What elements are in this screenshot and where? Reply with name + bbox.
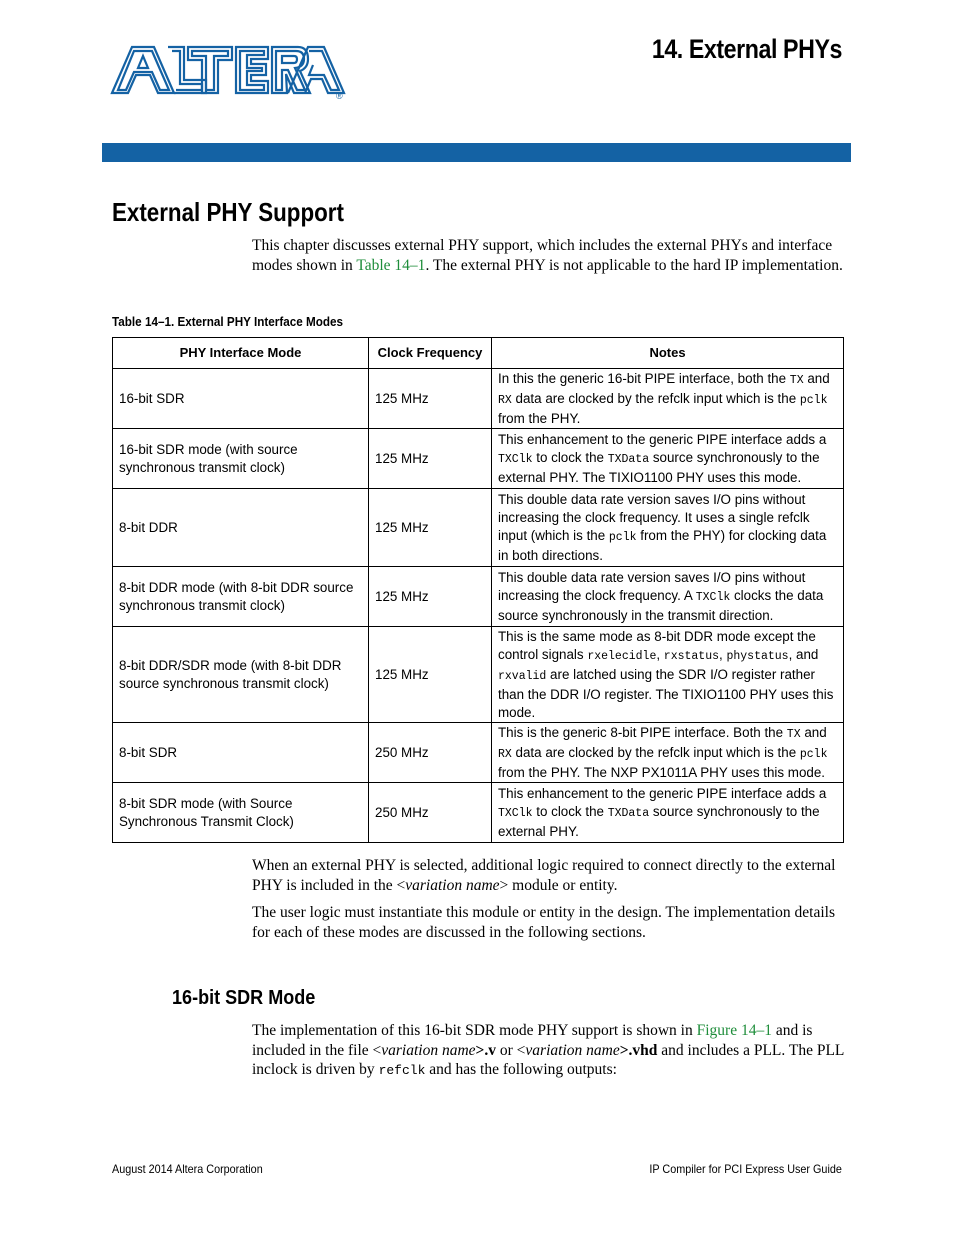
notes-cell xyxy=(492,723,844,783)
notes-cell xyxy=(492,783,844,843)
note-text: source synchronously to the external PHY. xyxy=(498,803,820,839)
note-text: and xyxy=(803,370,830,386)
code-text: rxvalid xyxy=(498,669,547,683)
code-text: TX xyxy=(786,727,801,741)
code-text: TXClk xyxy=(498,452,533,466)
note-text: from the PHY) for clocking data in both directions. xyxy=(498,527,827,563)
note-text: and xyxy=(800,724,827,740)
table-row xyxy=(113,627,844,723)
table-header-row xyxy=(113,338,844,369)
table-row xyxy=(113,369,844,429)
note-text: to clock the xyxy=(532,803,608,819)
table-row xyxy=(113,783,844,843)
frequency-cell: 250 MHz xyxy=(369,723,492,783)
frequency-cell: 125 MHz xyxy=(369,369,492,429)
note-text: from the PHY. xyxy=(498,410,581,426)
table-link[interactable]: Table 14–1 xyxy=(356,256,426,274)
implementation-paragraph: The implementation of this 16-bit SDR mode PHY support is shown in Figure 14–1 and is included in the file <variation name>.v or <variation name>.vhd and includes a PLL. The PLL inclock is driven by refclk and has the following outputs: xyxy=(252,1022,844,1078)
note-text: from the PHY. The NXP PX1011A PHY uses this mode. xyxy=(498,764,826,780)
note-text: are latched using the SDR I/O register rather than the DDR I/O register. The TIXIO1100 PHY uses this mode. xyxy=(498,666,834,720)
altera-logo xyxy=(110,43,350,101)
note-text: clocks the data source synchronously in the transmit direction. xyxy=(498,587,824,623)
footer-left: August 2014 Altera Corporation xyxy=(112,1162,263,1176)
table-row xyxy=(113,567,844,627)
code-text: rxstatus xyxy=(663,649,720,663)
notes-cell xyxy=(492,567,844,627)
table-row xyxy=(113,723,844,783)
refclk-code: refclk xyxy=(378,1063,426,1078)
registered-mark: ® xyxy=(336,91,343,101)
chapter-title: 14. External PHYs xyxy=(651,34,842,64)
note-text: , xyxy=(656,646,664,662)
code-text: pclk xyxy=(799,393,828,407)
note-text: This is the generic 8-bit PIPE interface. Both the xyxy=(498,724,787,740)
notes-cell xyxy=(492,369,844,429)
column-header: Notes xyxy=(492,338,844,369)
code-text: RX xyxy=(498,393,512,407)
code-text: TXClk xyxy=(498,806,533,820)
phy-interface-table xyxy=(112,337,844,843)
table-row xyxy=(113,429,844,489)
note-text: This is the same mode as 8-bit DDR mode except the control signals xyxy=(498,628,816,662)
notes-cell xyxy=(492,627,844,723)
note-text: data are clocked by the refclk input which is the xyxy=(511,390,800,406)
note-text: This enhancement to the generic PIPE interface adds a xyxy=(498,785,827,801)
mode-cell: 16-bit SDR xyxy=(113,369,369,429)
subsection-heading: 16-bit SDR Mode xyxy=(172,986,316,1009)
section-heading: External PHY Support xyxy=(112,197,344,227)
footer-right: IP Compiler for PCI Express User Guide xyxy=(649,1162,842,1176)
mode-cell: 8-bit DDR xyxy=(113,489,369,567)
mode-cell: 8-bit SDR xyxy=(113,723,369,783)
frequency-cell: 125 MHz xyxy=(369,627,492,723)
table-row xyxy=(113,489,844,567)
note-text: This enhancement to the generic PIPE interface adds a xyxy=(498,431,827,447)
code-text: TX xyxy=(789,373,804,387)
variation-paragraph: When an external PHY is selected, additional logic required to connect directly to the external PHY is included in the <variation name> module or entity. xyxy=(252,857,836,894)
notes-cell xyxy=(492,429,844,489)
code-text: phystatus xyxy=(726,649,789,663)
note-text: source synchronously to the external PHY. The TIXIO1100 PHY uses this mode. xyxy=(498,449,820,485)
table-caption: Table 14–1. External PHY Interface Modes xyxy=(112,314,344,329)
column-header: Clock Frequency xyxy=(369,338,492,369)
code-text: TXData xyxy=(607,806,650,820)
intro-paragraph: This chapter discusses external PHY support, which includes the external PHYs and interface modes shown in Table 14–1. The external PHY is not applicable to the hard IP implementation. xyxy=(252,237,843,274)
code-text: TXClk xyxy=(695,590,731,604)
note-text: This double data rate version saves I/O pins without increasing the clock frequency. A xyxy=(498,569,806,603)
column-header: PHY Interface Mode xyxy=(113,338,369,369)
code-text: pclk xyxy=(608,530,637,544)
mode-cell: 16-bit SDR mode (with source synchronous transmit clock) xyxy=(113,429,369,489)
note-text: This double data rate version saves I/O pins without increasing the clock frequency. It uses a single refclk input (which is the xyxy=(498,491,810,543)
frequency-cell: 125 MHz xyxy=(369,429,492,489)
note-text: to clock the xyxy=(532,449,608,465)
code-text: TXData xyxy=(607,452,650,466)
note-text: In this the generic 16-bit PIPE interface, both the xyxy=(498,370,790,386)
code-text: rxelecidle xyxy=(587,649,657,663)
user-logic-paragraph: The user logic must instantiate this module or entity in the design. The implementation details for each of these modes are discussed in the following sections. xyxy=(252,904,836,941)
mode-cell: 8-bit DDR mode (with 8-bit DDR source synchronous transmit clock) xyxy=(113,567,369,627)
frequency-cell: 125 MHz xyxy=(369,567,492,627)
note-text: , xyxy=(719,646,727,662)
notes-cell xyxy=(492,489,844,567)
frequency-cell: 125 MHz xyxy=(369,489,492,567)
figure-link[interactable]: Figure 14–1 xyxy=(696,1022,772,1039)
frequency-cell: 250 MHz xyxy=(369,783,492,843)
header-rule xyxy=(102,143,851,162)
mode-cell: 8-bit DDR/SDR mode (with 8-bit DDR source synchronous transmit clock) xyxy=(113,627,369,723)
code-text: pclk xyxy=(799,747,828,761)
note-text: data are clocked by the refclk input which is the xyxy=(511,744,800,760)
code-text: RX xyxy=(498,747,512,761)
note-text: , and xyxy=(788,646,819,662)
mode-cell: 8-bit SDR mode (with Source Synchronous Transmit Clock) xyxy=(113,783,369,843)
